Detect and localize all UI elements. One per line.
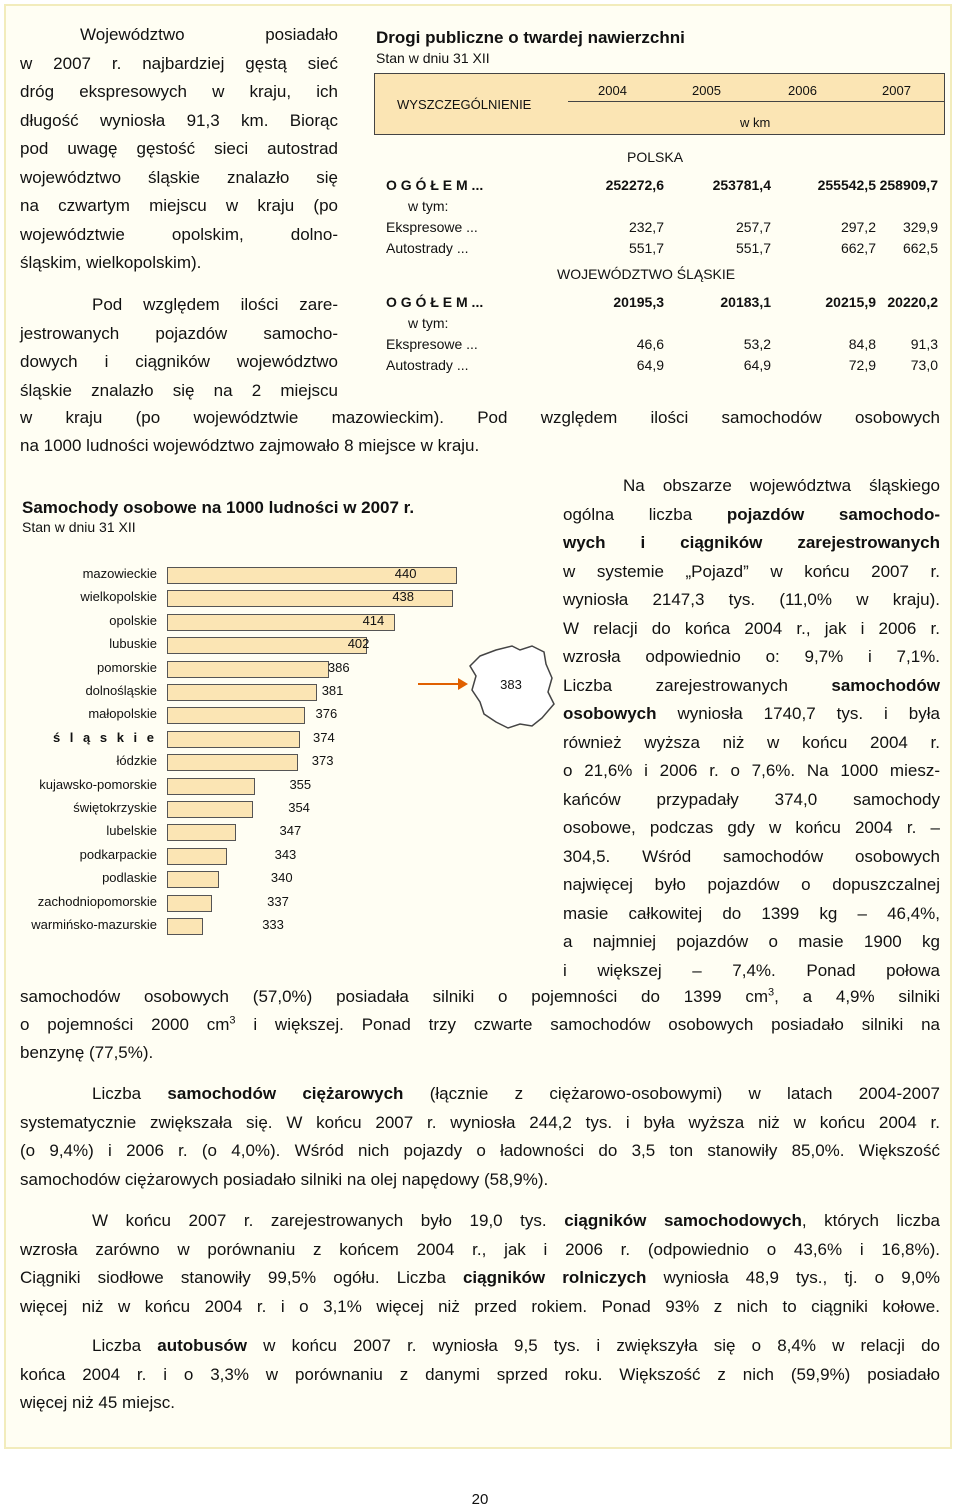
chart-category-label: łódzkie	[116, 753, 157, 769]
trucks-line: Liczba samochodów ciężarowych (łącznie z ciężarowo-osobowymi) w latach 2004-2007	[92, 1084, 940, 1103]
roads-slaskie-row-value: 20183,1	[720, 294, 771, 310]
cars-paragraph	[563, 472, 940, 985]
chart-poland-value: 383	[500, 677, 522, 692]
chart-bar	[167, 637, 367, 654]
roads-slaskie-row-label: w tym:	[408, 315, 449, 331]
chart-value-label: 414	[362, 612, 385, 628]
intro-line: Województwo posiadało	[80, 25, 338, 44]
tractors-line: W końcu 2007 r. zarejestrowanych było 19,0 tys. ciągników samochodowych, których liczba	[92, 1211, 940, 1230]
roads-table-year-2005: 2005	[692, 83, 721, 98]
roads-polska-row-value: 297,2	[840, 219, 876, 235]
roads-table-header-divider	[568, 101, 945, 102]
intro-line: śląskim, wielkopolskim).	[20, 253, 202, 272]
intro-line: pod uwagę gęstość sieci autostrad	[20, 139, 338, 158]
roads-polska-row	[386, 177, 938, 197]
cars-line: W relacji do końca 2004 r., jak i 2006 r.	[563, 618, 940, 638]
chart-value-label: 440	[394, 566, 417, 581]
chart-category-label: podlaskie	[102, 870, 157, 886]
buses-line: końca 2004 r. i o 3,3% w porównaniu z danymi sprzed roku. Większość z nich (59,9%) posiadało	[20, 1364, 940, 1384]
roads-table-section-slaskie: WOJEWÓDZTWO ŚLĄSKIE	[557, 266, 736, 282]
intro-line: województwo śląskie znalazło się	[20, 167, 338, 187]
cars-line: wzrosła odpowiednio o: 9,7% i 7,1%.	[563, 647, 940, 666]
chart-bar	[167, 918, 203, 935]
chart-bar	[167, 895, 212, 912]
chart-bar	[167, 778, 255, 795]
chart-category-label: opolskie	[109, 612, 157, 628]
roads-slaskie-row	[386, 315, 938, 335]
roads-slaskie-row-value: 64,9	[743, 357, 771, 373]
roads-slaskie-row-value: 84,8	[848, 336, 876, 352]
cars-line: Liczba zarejestrowanych samochodów	[563, 675, 940, 695]
roads-slaskie-row-label: Autostrady ...	[386, 357, 469, 373]
chart-category-label: mazowieckie	[82, 566, 157, 581]
roads-polska-row	[386, 198, 938, 218]
cars-line: i większej – 7,4%. Ponad połowa	[563, 960, 940, 980]
roads-polska-row-value: 255542,5	[817, 177, 876, 193]
intro-line: na czwartym miejscu w kraju (po	[20, 196, 338, 215]
chart-bar	[167, 684, 317, 701]
chart-category-label: kujawsko-pomorskie	[39, 776, 157, 792]
roads-polska-row-value: 662,7	[840, 240, 876, 256]
roads-slaskie-row-value: 72,9	[848, 357, 876, 373]
intro-paragraph	[20, 21, 338, 278]
chart-bar	[167, 801, 253, 818]
vehicles-line: Pod względem ilości zare-	[92, 295, 338, 314]
roads-table-unit: w km	[740, 115, 771, 130]
roads-slaskie-row-value: 64,9	[636, 357, 664, 373]
chart-subtitle: Stan w dniu 31 XII	[22, 519, 136, 535]
chart-value-label: 386	[327, 659, 350, 675]
cars-line: najwięcej było pojazdów o dopuszczalnej	[563, 875, 940, 894]
chart-bar	[167, 754, 298, 771]
cars-line: również wyższa niż w końcu 2004 r.	[563, 732, 940, 752]
cars-line: osobowe, podczas gdy w końcu 2004 r. –	[563, 818, 940, 837]
vehicles-line: dowych i ciągników województwo	[20, 352, 338, 371]
roads-polska-row-label: w tym:	[408, 198, 449, 214]
roads-polska-row-value: 232,7	[628, 219, 664, 235]
roads-polska-row-value: 257,7	[735, 219, 771, 235]
cars-line: wych i ciągników zarejestrowanych	[563, 533, 940, 552]
roads-slaskie-row	[386, 357, 938, 377]
trucks-line: systematycznie zwiększała się. W końcu 2007 r. wyniosła 244,2 tys. i była wyższa niż w końcu 2004 r.	[20, 1112, 940, 1132]
roads-polska-row	[386, 240, 938, 260]
chart-value-label: 340	[270, 870, 293, 886]
cars-line: Na obszarze województwa śląskiego	[623, 476, 940, 495]
chart-bar	[167, 661, 329, 678]
chart-value-label: 373	[311, 753, 334, 769]
chart-category-label: lubuskie	[109, 636, 157, 652]
chart-category-label: ś l ą s k i e	[52, 729, 157, 745]
roads-table-year-2007: 2007	[882, 83, 911, 98]
chart-category-label: wielkopolskie	[80, 589, 157, 605]
tractors-line: wzrosła zarówno w porównaniu z końcem 2004 r., jak i 2006 r. (odpowiednio o 43,6% i 16,8%).	[20, 1239, 940, 1259]
roads-table-section-polska: POLSKA	[627, 149, 684, 165]
intro-line: długość wyniosła 91,3 km. Biorąc	[20, 110, 338, 130]
roads-polska-row-value: 329,9	[902, 219, 938, 235]
chart-value-label: 402	[347, 636, 370, 652]
roads-table-year-2006: 2006	[788, 83, 817, 98]
cars-line: w systemie „Pojazd” w końcu 2007 r.	[563, 561, 940, 581]
roads-slaskie-row	[386, 294, 938, 314]
chart-category-label: pomorskie	[97, 659, 157, 675]
intro-line: dróg ekspresowych w kraju, ich	[20, 82, 338, 101]
cars-line: osobowych wyniosła 1740,7 tys. i była	[563, 704, 940, 723]
chart-bar	[167, 707, 305, 724]
chart-value-label: 347	[279, 823, 302, 839]
chart-bar	[167, 824, 236, 841]
trucks-line: samochodów ciężarowych posiadało silniki na olej napędowy (58,9%).	[20, 1169, 549, 1189]
vehicles-paragraph	[20, 291, 338, 405]
tractors-line: Ciągniki siodłowe stanowiły 99,5% ogółu. Liczba ciągników rolniczych wyniosła 48,9 tys., tj. o 9,0%	[20, 1268, 940, 1287]
roads-polska-row-label: Ekspresowe ...	[386, 219, 478, 235]
chart-category-label: podkarpackie	[79, 846, 157, 862]
chart-bar	[167, 871, 219, 888]
roads-slaskie-row-value: 20195,3	[613, 294, 664, 310]
roads-polska-row-label: O G Ó Ł E M ...	[386, 177, 484, 193]
chart-category-label: małopolskie	[88, 706, 157, 722]
roads-slaskie-row-value: 46,6	[636, 336, 664, 352]
chart-value-label: 337	[267, 893, 289, 909]
chart-callout-arrow	[418, 677, 468, 691]
tractors-paragraph	[20, 1207, 940, 1321]
roads-slaskie-row-value: 20220,2	[887, 294, 938, 310]
vehicles-line: śląskie znalazło się na 2 miejscu	[20, 380, 338, 400]
trucks-paragraph	[20, 1080, 940, 1194]
roads-slaskie-row-value: 20215,9	[825, 294, 876, 310]
roads-polska-row-value: 551,7	[628, 240, 664, 256]
vehicles-paragraph-full-line-2: na 1000 ludności województwo zajmowało 8 miejsce w kraju.	[20, 436, 480, 455]
chart-category-label: warmińsko-mazurskie	[31, 917, 157, 932]
cars-line: ogólna liczba pojazdów samochodo-	[563, 504, 940, 524]
cars-line: a najmniej pojazdów o masie 1900 kg	[563, 932, 940, 951]
cars-paragraph-full-line-1: samochodów osobowych (57,0%) posiadała silniki o pojemności do 1399 $cm^3$, a 4,9% silniki	[20, 986, 940, 1006]
roads-slaskie-row-value: 53,2	[743, 336, 771, 352]
vehicles-paragraph-full-line-1: w kraju (po województwie mazowieckim). Pod względem ilości samochodów osobowych	[20, 408, 940, 427]
roads-slaskie-row	[386, 336, 938, 356]
buses-line: więcej niż 45 miejsc.	[20, 1393, 175, 1412]
roads-polska-row-value: 662,5	[902, 240, 938, 256]
roads-polska-row-value: 258909,7	[879, 177, 938, 193]
buses-paragraph	[20, 1332, 940, 1418]
roads-slaskie-row-label: O G Ó Ł E M ...	[386, 294, 484, 310]
intro-line: województwie opolskim, dolno-	[20, 224, 338, 244]
roads-polska-row-value: 551,7	[735, 240, 771, 256]
chart-category-label: lubelskie	[106, 823, 157, 839]
cars-paragraph-full-line-3: benzynę (77,5%).	[20, 1043, 154, 1062]
roads-table-subtitle: Stan w dniu 31 XII	[376, 50, 490, 66]
chart-category-label: dolnośląskie	[85, 683, 157, 698]
roads-table-header-label: WYSZCZEGÓLNIENIE	[397, 97, 532, 112]
buses-line: Liczba autobusów w końcu 2007 r. wyniosła 9,5 tys. i zwiększyła się o 8,4% w relacji do	[92, 1336, 940, 1355]
cars-line: 304,5. Wśród samochodów osobowych	[563, 846, 940, 866]
chart-title: Samochody osobowe na 1000 ludności w 2007 r.	[22, 498, 415, 517]
chart-category-label: świętokrzyskie	[73, 800, 157, 815]
roads-polska-row-value: 253781,4	[712, 177, 771, 193]
roads-polska-row-value: 252272,6	[605, 177, 664, 193]
chart-value-label: 438	[392, 589, 415, 605]
intro-line: w 2007 r. najbardziej gęstą sieć	[20, 53, 338, 73]
cars-paragraph-full-line-2: o pojemności 2000 $cm^3$ i większej. Ponad trzy czwarte samochodów osobowych posiadało silniki na	[20, 1014, 940, 1034]
roads-slaskie-row-label: Ekspresowe ...	[386, 336, 478, 352]
cars-line: kańców przypadały 374,0 samochody	[563, 789, 940, 809]
chart-value-label: 354	[288, 800, 310, 815]
roads-polska-row-label: Autostrady ...	[386, 240, 469, 256]
chart-bar	[167, 848, 227, 865]
chart-value-label: 374	[313, 729, 335, 745]
chart-value-label: 333	[262, 917, 284, 932]
cars-line: masie całkowitej do 1399 kg – 46,4%,	[563, 903, 940, 923]
trucks-line: (o 9,4%) i 2006 r. (o 4,0%). Wśród nich pojazdy o ładowności do 3,5 ton stanowiły 85,0%. Większość	[20, 1141, 940, 1160]
cars-line: o 21,6% i 2006 r. o 7,6%. Na 1000 miesz-	[563, 761, 940, 780]
vehicles-line: jestrowanych pojazdów samocho-	[20, 323, 338, 343]
chart-value-label: 355	[289, 776, 312, 792]
roads-table-title: Drogi publiczne o twardej nawierzchni	[376, 28, 685, 47]
roads-slaskie-row-value: 91,3	[910, 336, 938, 352]
chart-value-label: 343	[274, 846, 297, 862]
page-number: 20	[471, 1491, 489, 1508]
chart-value-label: 381	[321, 683, 344, 698]
chart-category-label: zachodniopomorskie	[37, 893, 157, 909]
tractors-line: więcej niż w końcu 2004 r. i o 3,1% więcej niż przed rokiem. Ponad 93% z nich to ciągniki kołowe.	[20, 1296, 940, 1316]
cars-line: wyniosła 2147,3 tys. (11,0% w kraju).	[563, 590, 940, 609]
roads-table-year-2004: 2004	[598, 83, 627, 98]
roads-polska-row	[386, 219, 938, 239]
chart-bar	[167, 731, 300, 748]
roads-slaskie-row-value: 73,0	[910, 357, 938, 373]
chart-value-label: 376	[315, 706, 338, 722]
